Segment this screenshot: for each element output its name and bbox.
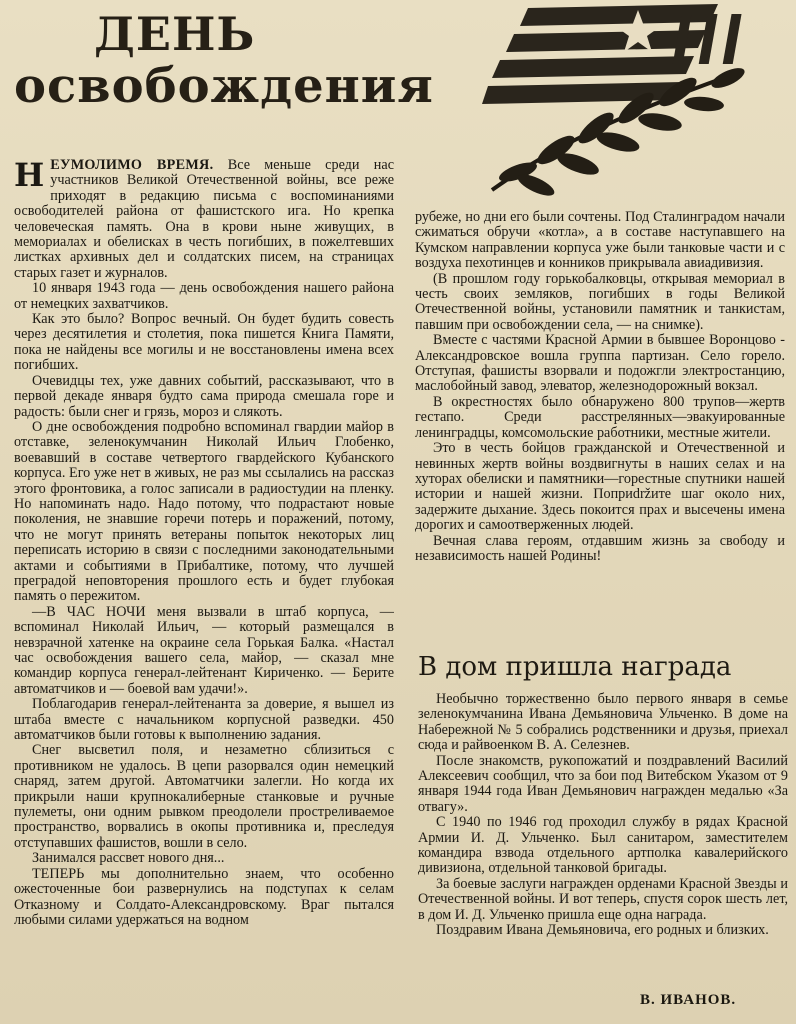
article-paragraph: ТЕПЕРЬ мы дополнительно знаем, что особенно ожесточенные бои развернулись на подступах к селам Отказному и Солдато-Александровскому. Враг пытался любыми силами удержаться на водном	[14, 865, 394, 928]
award-headline: В дом пришла награда	[418, 652, 732, 682]
article-paragraph: Как это было? Вопрос вечный. Он будет будить совесть через десятилетия и столетия, пока пишется Книга Памяти, пока не найдены все могилы и не восстановлены имена всех погибших.	[14, 311, 394, 374]
article-paragraph: Вечная слава героям, отдавшим жизнь за свободу и независимость нашей Родины!	[415, 532, 785, 564]
article-paragraph: 10 января 1943 года — день освобождения нашего района от немецких захватчиков.	[14, 280, 394, 312]
headline-line-1: ДЕНЬ	[94, 7, 256, 61]
award-paragraph: Поздравим Ивана Демьяновича, его родных и близких.	[436, 922, 769, 939]
author-signature: В. ИВАНОВ.	[640, 992, 737, 1008]
article-paragraph: Поблагодарив генерал-лейтенанта за доверие, я вышел из штаба вместе с начальником корпусной разведки. 450 автоматчиков были готовы к выполнению задания.	[14, 696, 394, 744]
award-article	[418, 692, 788, 984]
article-paragraph: Очевидцы тех, уже давних событий, рассказывают, что в первой декаде января будто сама природа смешала горе и радость: были снег и грязь, мороз и слякоть.	[14, 372, 394, 420]
article-paragraph: Снег высветил поля, и незаметно сблизиться с противником не удалось. В цепи разорвался один немецкий снаряд, затем другой. Автоматчики залегли. Но когда их прикрыли наши крупнокалиберные станковые и ручные пулеметы, они одним рывком преодолели простреливаемое пространство, ворвались в окопы противника и, преследуя отступавших фашистов, вошли в село.	[14, 742, 394, 851]
article-right-column	[415, 210, 785, 630]
headline	[14, 7, 434, 114]
article-paragraph: —В ЧАС НОЧИ меня вызвали в штаб корпуса, —вспоминал Николай Ильич, — который размещался в невзрачной хатенке на окраине села Горькая Балка. «Настал час освобождения вашего села, майор, — сказал мне командир корпуса генерал-лейтенант Кириченко. — Берите автоматчиков и — боевой вам удачи!».	[14, 603, 394, 697]
article-left-column	[14, 158, 394, 1020]
award-paragraph: После знакомств, рукопожатий и поздравлений Василий Алексеевич сообщил, что за бои под Витебском Указом от 9 января 1944 года Иван Демьянович награжден медалью «За отвагу».	[418, 752, 788, 815]
article-paragraph: (В прошлом году горькобалковцы, открывая мемориал в честь своих земляков, погибших в годы Великой Отечественной войны, установили памятник и танкистам, павшим при освобождении села, — на снимке).	[415, 270, 785, 333]
award-paragraph: С 1940 по 1946 год проходил службу в рядах Красной Армии И. Д. Ульченко. Был санитаром, заместителем командира взвода отдельного артполка кавалерийского дивизиона, отдельной танковой бригады.	[418, 814, 788, 877]
lead-in: ЕУМОЛИМО ВРЕМЯ.	[50, 158, 214, 173]
article-paragraph: рубеже, но дни его были сочтены. Под Сталинградом начали сжиматься обручи «котла», а в составе наступавшего на Кумском направлении корпуса уже были танковые части и с воздуха пехотинцев и конников прикрывала авиадивизия.	[415, 210, 785, 272]
article-paragraph: В окрестностях было обнаружено 800 трупов—жертв гестапо. Среди расстрелянных—эвакуированные ленинградцы, комсомольские работники, местные жители.	[415, 393, 785, 441]
article-paragraph: Это в честь бойцов гражданской и Отечественной и невинных жертв войны воздвигнуты в наших селах и на хуторах обелиски и памятники—горестные спутники нашей истории и нашей жизни. Поприdržите шаг около них, задержите дыхание. Здесь покоится прах и высечены имена дорогих и самоотверженных людей.	[415, 440, 785, 534]
headline-line-2: освобождения	[14, 58, 434, 114]
award-paragraph: За боевые заслуги награжден орденами Красной Звезды и Отечественной войны. И вот теперь, спустя сорок шесть лет, в дом И. Д. Ульченко пришла еще одна награда.	[418, 875, 788, 923]
article-paragraph: Занимался рассвет нового дня...	[32, 850, 225, 867]
paragraph-text: Все меньше среди нас участников Великой Отечественной войны, все реже приходят в редакцию письма с воспоминаниями освободителей района от фашистского ига. Но крепка человеческая память. Она в крови ныне живущих, в мемориалах и обелисках в честь погибших, в пожелтевших листках архивных дел и солдатских писем, на страницах старых газет и журналов.	[14, 158, 394, 281]
award-paragraph: Необычно торжественно было первого января в семье зеленокумчанина Ивана Демьяновича Ульченко. В доме на Набережной № 5 собрались родственники и друзья, приехал сюда и райвоенком В. А. Селезнев.	[418, 692, 788, 754]
article-paragraph: О дне освобождения подробно вспоминал гвардии майор в отставке, зеленокумчанин Николай Ильич Глобенко, воевавший в составе четвертого гвардейского Кубанского корпуса. Его уже нет в живых, не раз мы ссылались на рассказ этого фронтовика, а голос записали в радиостудии на пленку. Но напоминать надо. Надо потому, что подрастают новые поколения, не знавшие горечи потерь и поражений, потому, что не могут принять ветераны попыток некоторых лиц переписать историю в связи с последними законодательными актами и событиями в Прибалтике, потому, что лучшей преградой неповторения прошлого есть и будет глубокая память о пережитом.	[14, 418, 394, 605]
article-paragraph	[14, 158, 394, 281]
laurel-branch-flag-icon	[478, 0, 768, 205]
dropcap: Н	[14, 158, 45, 194]
article-paragraph: Вместе с частями Красной Армии в бывшее Воронцово - Александровское вошла группа партизан. Село горело. Отступая, фашисты взорвали и подожгли электростанцию, маслобойный завод, элеватор, железнодорожный вокзал.	[415, 332, 785, 395]
